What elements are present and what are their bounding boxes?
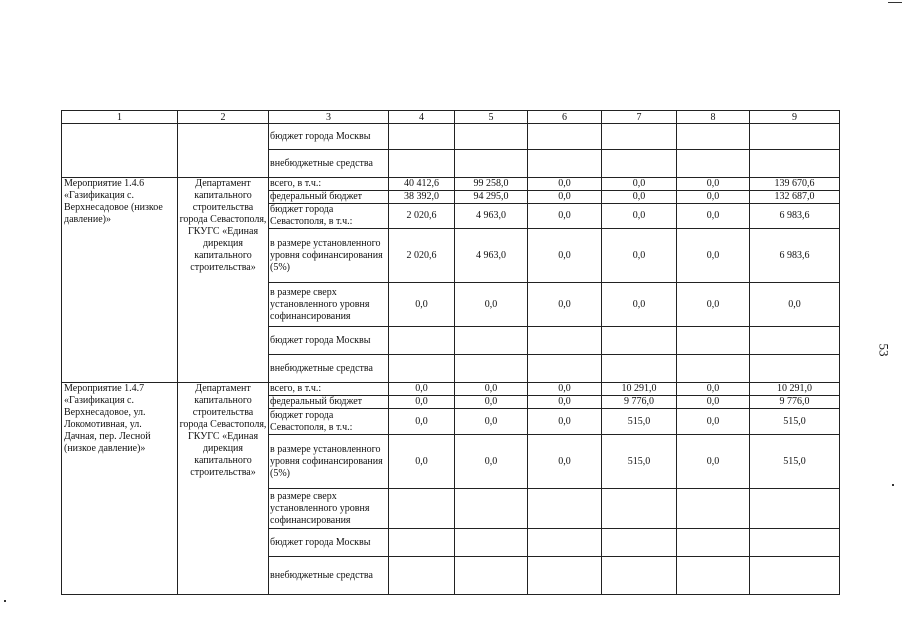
- source-cell: федеральный бюджет: [269, 396, 389, 409]
- value-cell: 0,0: [528, 435, 602, 489]
- table-header-row: [62, 111, 840, 124]
- value-cell: [750, 327, 840, 355]
- value-cell: [455, 124, 528, 150]
- value-cell: [602, 150, 677, 178]
- value-cell: 139 670,6: [750, 178, 840, 191]
- scan-speck: [892, 484, 894, 486]
- table-row: [62, 178, 840, 191]
- value-cell: [528, 150, 602, 178]
- value-cell: 10 291,0: [750, 383, 840, 396]
- value-cell: [602, 489, 677, 529]
- header-cell: 3: [269, 111, 389, 124]
- value-cell: [389, 355, 455, 383]
- value-cell: 9 776,0: [750, 396, 840, 409]
- header-cell: 5: [455, 111, 528, 124]
- value-cell: [677, 529, 750, 557]
- budget-table: [61, 110, 840, 595]
- value-cell: 0,0: [455, 396, 528, 409]
- value-cell: 0,0: [528, 283, 602, 327]
- value-cell: 2 020,6: [389, 229, 455, 283]
- executor-cell: Департамент капитального строительства города Севастополя, ГКУГС «Единая дирекция капитального строительства»: [178, 383, 269, 595]
- source-cell: бюджет города Севастополя, в т.ч.:: [269, 204, 389, 229]
- value-cell: 0,0: [677, 396, 750, 409]
- value-cell: 0,0: [455, 435, 528, 489]
- value-cell: [528, 529, 602, 557]
- value-cell: [389, 327, 455, 355]
- value-cell: 0,0: [677, 283, 750, 327]
- value-cell: [602, 124, 677, 150]
- measure-name-cell: Мероприятие 1.4.7 «Газификация с. Верхнесадовое, ул. Локомотивная, ул. Дачная, пер. Лесной (низкое давление)»: [62, 383, 178, 595]
- value-cell: 94 295,0: [455, 191, 528, 204]
- value-cell: [528, 124, 602, 150]
- value-cell: [602, 355, 677, 383]
- value-cell: 0,0: [389, 383, 455, 396]
- value-cell: [389, 529, 455, 557]
- header-cell: 6: [528, 111, 602, 124]
- executor-cell: Департамент капитального строительства города Севастополя, ГКУГС «Единая дирекция капитального строительства»: [178, 178, 269, 383]
- value-cell: [602, 529, 677, 557]
- value-cell: [677, 557, 750, 595]
- value-cell: [750, 124, 840, 150]
- value-cell: 0,0: [528, 409, 602, 435]
- scan-speck: [888, 2, 902, 3]
- value-cell: 2 020,6: [389, 204, 455, 229]
- value-cell: 0,0: [528, 396, 602, 409]
- value-cell: [677, 150, 750, 178]
- header-cell: 8: [677, 111, 750, 124]
- value-cell: 515,0: [750, 409, 840, 435]
- value-cell: 515,0: [602, 409, 677, 435]
- value-cell: 0,0: [602, 229, 677, 283]
- value-cell: 0,0: [528, 191, 602, 204]
- value-cell: 6 983,6: [750, 204, 840, 229]
- value-cell: 0,0: [677, 191, 750, 204]
- value-cell: 0,0: [455, 383, 528, 396]
- source-cell: бюджет города Севастополя, в т.ч.:: [269, 409, 389, 435]
- value-cell: 515,0: [750, 435, 840, 489]
- value-cell: 0,0: [677, 409, 750, 435]
- value-cell: 0,0: [677, 435, 750, 489]
- value-cell: 0,0: [602, 283, 677, 327]
- value-cell: 6 983,6: [750, 229, 840, 283]
- value-cell: 0,0: [677, 178, 750, 191]
- value-cell: [750, 557, 840, 595]
- value-cell: [455, 489, 528, 529]
- measure-name-cell: [62, 124, 178, 178]
- source-cell: федеральный бюджет: [269, 191, 389, 204]
- header-cell: 4: [389, 111, 455, 124]
- value-cell: 515,0: [602, 435, 677, 489]
- value-cell: [677, 489, 750, 529]
- source-cell: в размере сверх установленного уровня софинансирования: [269, 283, 389, 327]
- value-cell: 0,0: [528, 178, 602, 191]
- header-cell: 7: [602, 111, 677, 124]
- value-cell: 0,0: [528, 204, 602, 229]
- value-cell: 132 687,0: [750, 191, 840, 204]
- source-cell: в размере сверх установленного уровня софинансирования: [269, 489, 389, 529]
- value-cell: 0,0: [677, 383, 750, 396]
- value-cell: [602, 327, 677, 355]
- value-cell: [750, 529, 840, 557]
- table-body: [62, 111, 840, 595]
- measure-name-cell: Мероприятие 1.4.6 «Газификация с. Верхнесадовое (низкое давление)»: [62, 178, 178, 383]
- header-cell: 9: [750, 111, 840, 124]
- value-cell: [455, 327, 528, 355]
- source-cell: бюджет города Москвы: [269, 124, 389, 150]
- source-cell: всего, в т.ч.:: [269, 178, 389, 191]
- value-cell: [602, 557, 677, 595]
- table-row: [62, 124, 840, 150]
- source-cell: бюджет города Москвы: [269, 327, 389, 355]
- page-number: 53: [876, 343, 892, 357]
- header-cell: 1: [62, 111, 178, 124]
- value-cell: 0,0: [528, 229, 602, 283]
- value-cell: 0,0: [455, 283, 528, 327]
- source-cell: в размере установленного уровня софинансирования (5%): [269, 435, 389, 489]
- value-cell: [389, 557, 455, 595]
- header-cell: 2: [178, 111, 269, 124]
- value-cell: 0,0: [677, 204, 750, 229]
- value-cell: 0,0: [389, 409, 455, 435]
- value-cell: 0,0: [389, 435, 455, 489]
- source-cell: внебюджетные средства: [269, 150, 389, 178]
- value-cell: 0,0: [389, 396, 455, 409]
- value-cell: [528, 327, 602, 355]
- value-cell: 10 291,0: [602, 383, 677, 396]
- value-cell: [389, 124, 455, 150]
- value-cell: 38 392,0: [389, 191, 455, 204]
- value-cell: 0,0: [455, 409, 528, 435]
- value-cell: [750, 150, 840, 178]
- value-cell: 4 963,0: [455, 229, 528, 283]
- source-cell: внебюджетные средства: [269, 355, 389, 383]
- value-cell: [389, 489, 455, 529]
- value-cell: 0,0: [602, 191, 677, 204]
- value-cell: [389, 150, 455, 178]
- value-cell: 0,0: [389, 283, 455, 327]
- value-cell: [455, 557, 528, 595]
- value-cell: [455, 529, 528, 557]
- source-cell: всего, в т.ч.:: [269, 383, 389, 396]
- value-cell: [528, 489, 602, 529]
- source-cell: внебюджетные средства: [269, 557, 389, 595]
- value-cell: [528, 355, 602, 383]
- value-cell: 9 776,0: [602, 396, 677, 409]
- value-cell: [455, 355, 528, 383]
- source-cell: в размере установленного уровня софинансирования (5%): [269, 229, 389, 283]
- source-cell: бюджет города Москвы: [269, 529, 389, 557]
- value-cell: 0,0: [602, 178, 677, 191]
- value-cell: [677, 327, 750, 355]
- table-row: [62, 383, 840, 396]
- value-cell: [455, 150, 528, 178]
- executor-cell: [178, 124, 269, 178]
- value-cell: 0,0: [677, 229, 750, 283]
- value-cell: [677, 355, 750, 383]
- value-cell: [750, 355, 840, 383]
- value-cell: 40 412,6: [389, 178, 455, 191]
- value-cell: 0,0: [750, 283, 840, 327]
- value-cell: 0,0: [528, 383, 602, 396]
- value-cell: 4 963,0: [455, 204, 528, 229]
- value-cell: 99 258,0: [455, 178, 528, 191]
- value-cell: [677, 124, 750, 150]
- value-cell: [528, 557, 602, 595]
- value-cell: [750, 489, 840, 529]
- value-cell: 0,0: [602, 204, 677, 229]
- scan-speck: [4, 600, 6, 602]
